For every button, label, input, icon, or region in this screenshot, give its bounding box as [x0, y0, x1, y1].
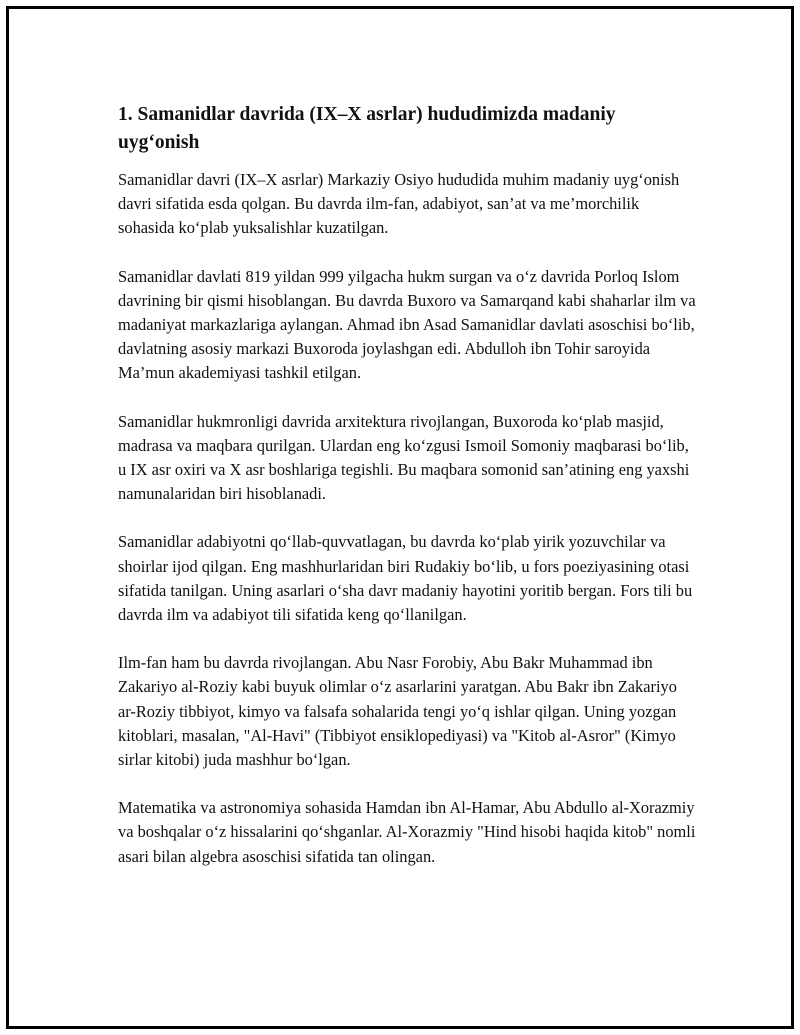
document-page: [6, 6, 794, 1029]
document-body: [118, 101, 698, 893]
paragraph-literature: Samanidlar adabiyotni qo‘llab-quvvatlagan, bu davrda ko‘plab yirik yozuvchilar va shoirlar ijod qilgan. Eng mashhurlaridan biri Rudakiy bo‘lib, u fors poeziyasining otasi sifatida tanilgan. Uning asarlari o‘sha davr madaniy hayotini yoritib bergan. Fors tili bu davrda ilm va adabiyot tili sifatida keng qo‘llanilgan.: [118, 532, 693, 625]
paragraph-intro: Samanidlar davri (IX–X asrlar) Markaziy Osiyo hududida muhim madaniy uyg‘onish davri sifatida esda qolgan. Bu davrda ilm-fan, adabiyot, san’at va me’morchilik sohasida ko‘plab yuksalishlar kuzatilgan.: [118, 170, 680, 238]
paragraph-mathematics: Matematika va astronomiya sohasida Hamdan ibn Al-Hamar, Abu Abdullo al-Xorazmiy va boshqalar o‘z hissalarini qo‘shganlar. Al-Xorazmiy "Hind hisobi haqida kitob" nomli asari bilan algebra asoschisi sifatida tan olingan.: [118, 798, 696, 866]
paragraph-science: Ilm-fan ham bu davrda rivojlangan. Abu Nasr Forobiy, Abu Bakr Muhammad ibn Zakariyo al-Roziy kabi buyuk olimlar o‘z asarlarini yaratgan. Abu Bakr ibn Zakariyo ar-Roziy tibbiyot, kimyo va falsafa sohalarida tengi yo‘q ishlar qilgan. Uning yozgan kitoblari, masalan, "Al-Havi" (Tibbiyot ensiklopediyasi) va "Kitob al-Asror" (Kimyo sirlar kitobi) juda mashhur bo‘lgan.: [118, 653, 677, 770]
paragraph-architecture: Samanidlar hukmronligi davrida arxitektura rivojlangan, Buxoroda ko‘plab masjid, madrasa va maqbara qurilgan. Ulardan eng ko‘zgusi Ismoil Somoniy maqbarasi bo‘lib, u IX asr oxiri va X asr boshlariga tegishli. Bu maqbara somonid san’atining eng yaxshi namunalaridan biri hisoblanadi.: [118, 411, 690, 504]
paragraph-state-history: Samanidlar davlati 819 yildan 999 yilgacha hukm surgan va o‘z davrida Porloq Islom davrining bir qismi hisoblangan. Bu davrda Buxoro va Samarqand kabi shaharlar ilm va madaniyat markazlariga aylangan. Ahmad ibn Asad Samanidlar davlati asoschisi bo‘lib, davlatning asosiy markazi Buxoroda joylashgan edi. Abdulloh ibn Tohir saroyida Ma’mun akademiyasi tashkil etilgan.: [118, 266, 696, 383]
section-heading: 1. Samanidlar davrida (IX–X asrlar) hududimizda madaniy uyg‘onish: [118, 104, 616, 153]
